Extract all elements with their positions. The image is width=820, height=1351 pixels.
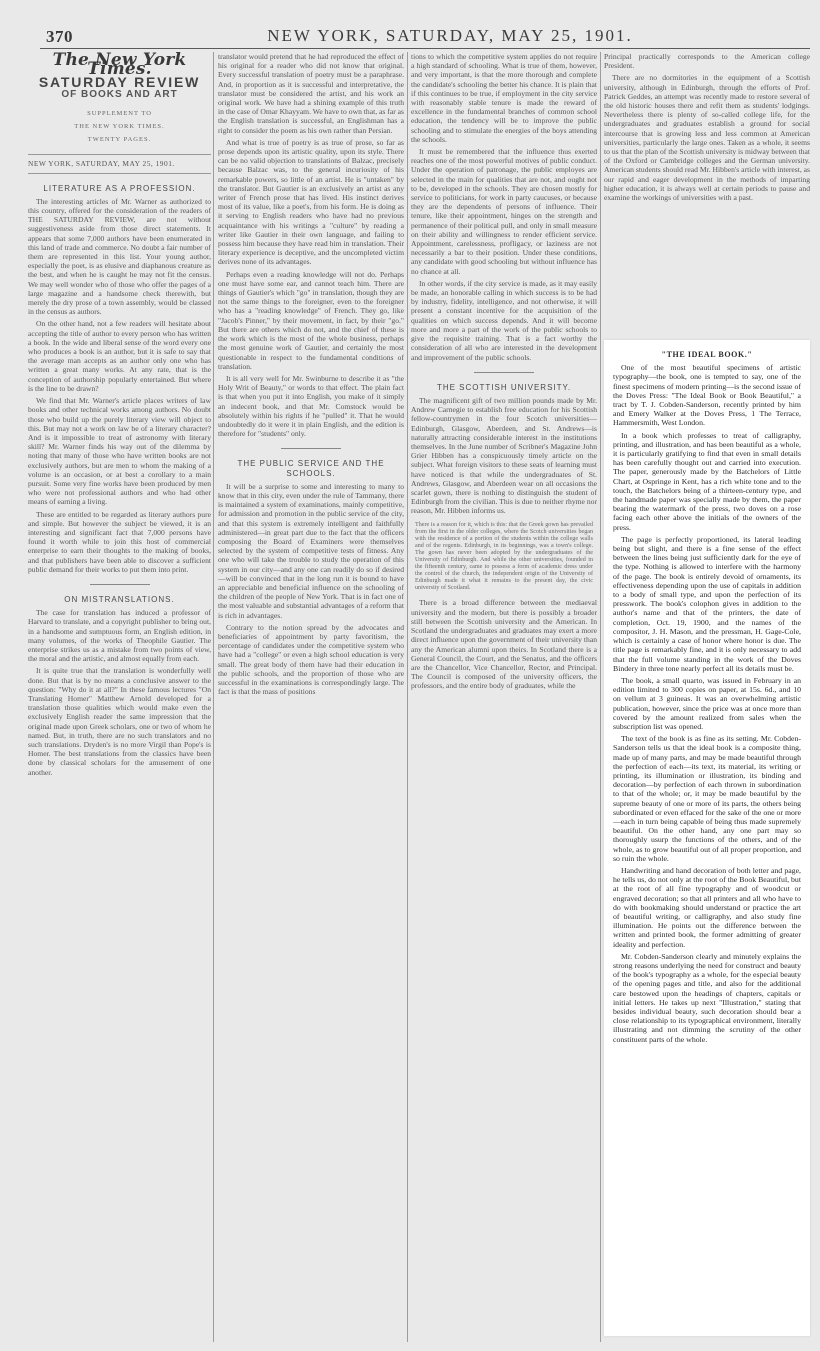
clipping-paragraph: One of the most beautiful specimens of artistic typography—the book, one is tempted to say, one of the finest specimens of modern printing—is the second issue of the Doves Press: "The Ideal Book or Book Beautiful," a tract by T. J. Cobden-Sanderson, recently printed by him and Emery Walker at the Doves Press, 1 The Terrace, Hammersmith, West London. [613, 363, 801, 428]
dateline: NEW YORK, SATURDAY, MAY 25, 1901. [28, 154, 211, 173]
article-paragraph: translator would pretend that he had reproduced the effect of his original for a reader who did not know that original. Every successful translation of poetry must be a paraphrase. And, in proportion as it is successful and interpretative, the translator must be considered the artist, and his work an original work. We have had a shining example of this truth in the case of Omar Khayyam. We have to own that, as far as the English translation is successful, an Englishman has a right to consider the poem as his own rather than Persian. [218, 52, 404, 135]
article-paragraph: Perhaps even a reading knowledge will not do. Perhaps one must have some ear, and cannot teach him. There are things of Gautier's which "go" in translation, though they are not the same things to the foreigner, even to the foreigner who has a "reading knowledge" of French. They go, like "Jacob's Pinner," by their movement, in fact, by their "go." But there are others which do not, and the chief of these is the work which is the most of the whole business, perhaps the most genuine work of Gautier, and certainly the most questionable in respect to the fundamental conditions of translation. [218, 269, 404, 371]
running-head: NEW YORK, SATURDAY, MAY 25, 1901. [267, 26, 633, 45]
clipping-paragraph: Handwriting and hand decoration of both letter and page, he tells us, do not only at the root of the Book Beautiful, but at the root of all fine typography and of woodcut or engraved decoration; so that all printers and all who have to do with bookmaking should understand or practice the art of beautiful writing, or calligraphy, and also study fine illumination. He points out the difference between the written and printed book, the former admitting of greater ideality and perfection. [613, 865, 801, 949]
masthead-pages: TWENTY PAGES. [87, 136, 152, 144]
column-rule [213, 52, 214, 1342]
page-header [40, 26, 810, 49]
article-paragraph: It must be remembered that the influence thus exerted reaches one of the most powerful motives of public conduct. Under the operation of patronage, the public employes are selected in the main for qualities that are not, and ought not to be, developed in the schools. They are chosen mostly for service to politicians, for work in party caucuses, or because they are the dependents of persons of influence. Their tenure, like their appointment, hinges on the strength and permanence of their political pull, and only in small measure on their ability and willingness to render efficient service. Appointment, carelessness, profligacy, or laziness are not necessarily a bar to their position. Under these conditions, any candidate with good schooling but without influence has no chance at all. [411, 147, 597, 276]
masthead-supplement: SUPPLEMENT TO [87, 109, 152, 117]
article-paragraph: These are entitled to be regarded as literary authors pure and simple. But however the subject be viewed, it is an interesting and significant fact that 7,000 persons have found it worth while to join this host of commercial enterprise to earn their thoughts to the making of books, and that publishers have been able to discover a sufficient public demand for their works to put them into print. [28, 509, 211, 574]
article-paragraph: Principal practically corresponds to the American college President. [604, 52, 810, 71]
clipping-paragraph: The book, a small quarto, was issued in February in an edition limited to 300 copies on paper, at 15s. 6d., and 10 on vellum at 3 guineas. It was an overwhelming artistic publication, however, since the price was at once more than covered by the amount realized from sales when the subscription list was opened. [613, 675, 801, 731]
article-paragraph: There are no dormitories in the equipment of a Scottish university, although in Edinburgh, through the efforts of Prof. Patrick Geddes, an attempt was recently made to restore several of the old historic houses there and refit them as students' lodgings. Nevertheless there is plenty of so-called college life, for the undergraduates and graduates establish a ground for social intercourse that is growing less and less common at American universities, particularly the large ones. Taken as a whole, it seems to us that the plan of the Scottish university is midway between that of the Oxford or Cambridge colleges and the German university. American students should read Mr. Hibben's article with interest, as our rapid and eager development in the methods of imparting higher education, it is always well at certain periods to pause and examine the workings of universities with a past. [604, 73, 810, 203]
article-paragraph: It will be a surprise to some and interesting to many to know that in this city, even under the rule of Tammany, there is maintained a system of examinations, mainly competitive, for admission and promotion in the public service of the city, and that this system is extremely intelligent and faithfully administered—in great part due to the fact that the officers composing the Board of Examiners were themselves selected by the system of competitive tests of fitness. Any one who will take the trouble to study the operation of this system in our city—and any one can readily do so if desired—will be convinced that in the long run it is bound to have an appreciable and beneficial influence on the schooling of the children of the people of New York. That is in fact one of the most valuable and substantial advantages of a reform that is rich in advantages. [218, 481, 404, 620]
section-divider [90, 584, 150, 585]
clipping-body [613, 350, 801, 1330]
clipping-paragraph: In a book which professes to treat of calligraphy, printing, and illustration, and has been beautiful as a whole, it is particularly gratifying to find that even in small details has been carefully thought out and carried into execution. The paper, generously made by the Batchelors of Little Chart, at Ospringe in Kent, has a rich white tone and to the touch, the Batchelors being of a thirteen-century type, and the handmade paper was specially made by them, the paper bearing the watermark of the press, two doves on a rose facing each other above the initials of the owners of the press. [613, 430, 801, 532]
clipping-paragraph: The page is perfectly proportioned, its lateral leading being but slight, and there is a fine sense of the effect between the lines being just sufficiently dark for the eye of the type. Nothing is allowed to interfere with the harmony of the page. The book is entirely devoid of ornaments, its effectiveness depending upon the use of capitals in addition to a body of small type, and upon the perfection of its presswork. The book's colophon gives in addition to the author's name and that of the printers, the date of completion, Oct. 19, 1900, and the names of the compositor, J. H. Mason, and the pressman, H. Gage-Cole, which is certainly a case of honor where honor is due. The title page is remarkably fine, and it is only necessary to add that the full volume standing in the work of the Doves Bindery in three tone nearly perfect all its details must be. [613, 534, 801, 673]
column-rule [407, 52, 408, 1342]
column-1 [28, 52, 211, 1342]
article-paragraph: We find that Mr. Warner's article places writers of law books and other technical works among authors. No doubt those who build up the purely literary view will object to this. But may not a work on law be of a literary character? And is it impossible to treat of astronomy with literary skill? Mr. Warner finds his way out of the dilemma by noting that many of those who have written books are not exclusively authors, but are men to whom the making of a volume is an occasion, or at best a corollary to a main pursuit. Some very fine works have been produced by men who were not professional authors and who had other means of earning a living. [28, 396, 211, 507]
masthead-subtitle-2: OF BOOKS AND ART [61, 88, 178, 100]
article-paragraph: Contrary to the notion spread by the advocates and beneficiaries of appointment by party favoritism, the percentage of candidates under the competitive system who have had a "college" or even a high school education is very small. The great body of them have had their education in the public schools, and the proportion of those who are successful in the examinations is correspondingly large. The fact is that the mass of positions [218, 622, 404, 697]
article-paragraph: There is a broad difference between the mediaeval university and the modern, but there is possibly a broader still between the Scottish university and the American. In Scotland the undergraduates and graduates may exert a more direct influence upon the government of their university than any the American alumni upon theirs. In Scotland there is a General Council, the Court, and the Senatus, and the officers are the Chancellor, Vice Chancellor, Rector, and Principal. The Council is composed of the university officers, the professors, and the entire body of graduates, while the [411, 598, 597, 691]
article-paragraph: On the other hand, not a few readers will hesitate about accepting the title of author to every person who has written a book. In the wide and liberal sense of the word every one who produces a book is an author, but it is safe to say that the average man accepts as an author only one who has written a great many works. At any rate, that is the conception of authorship popularly entertained. But where is the line to be drawn? [28, 319, 211, 393]
article-heading: ON MISTRANSLATIONS. [64, 594, 175, 604]
section-divider [474, 372, 534, 373]
article-paragraph: It is all very well for Mr. Swinburne to describe it as "the Holy Writ of Beauty," or words to that effect. The plain fact is that when you put it into English, you make of it simply an indecent book, and that Mr. Comstock would be absolutely within his rights if he "pulled" it. That he would undoubtedly do it were it in plain English, and the edition is therefore for "students" only. [218, 373, 404, 439]
masthead-title: The New York Times. [52, 52, 187, 80]
highlighted-clipping [604, 340, 810, 1336]
clipping-paragraph: Mr. Cobden-Sanderson clearly and minutely explains the strong reasons underlying the need for construct and beauty of the book's typography as a whole, for the especial beauty of the opening pages and title, and also for the additional care bestowed upon the headings of chapters, capitals or initial letters. He takes up next "Illustration," stating that besides individual beauty, such decoration should bear a close relationship to its typographical environment, literally illustrating and not dimming the scrutiny of the other constituent parts of the whole. [613, 951, 801, 1044]
column-rule [600, 52, 601, 1342]
article-paragraph: The case for translation has induced a professor of Harvard to translate, and a copyright publisher to bring out, in a handsome and sumptuous form, an English edition, in many volumes, of the works of Theophile Gautier. The enterprise strikes us as a mistake from two points of view, the moral and the artistic, and almost equally from each. [28, 608, 211, 664]
section-divider [281, 448, 341, 449]
clipping-heading: "THE IDEAL BOOK." [661, 350, 753, 359]
column-4 [604, 52, 810, 338]
small-print-quote: There is a reason for it, which is this: that the Greek gown has prevailed from the first in the older colleges, where the Scotch universities began with the residence of a portion of the students within the college walls and of the regents. Edinburgh, in its beginnings, was a town's college. The gown has never been adopted by the undergraduates of the University of Edinburgh. And while the other universities, founded in the fifteenth century, came to possess a form of academic dress under the control of the church, the independent origin of the University of Edinburgh made it what it remains to the present day, the civic university of Scotland. [415, 521, 593, 592]
article-paragraph: tions to which the competitive system applies do not require a high standard of schooling. What is true of them, however, and very important, is that the more thorough and complete the candidate's schooling the better his chance. It is plain that if this continues to be true, if employment in the city service with reasonably stable tenure is made the reward of excellence in the fundamental branches of common school education, the tendency will be to improve the public schooling and to stimulate the energies of the boys attending the schools. [411, 52, 597, 144]
page-number: 370 [46, 27, 73, 46]
article-paragraph: It is quite true that the translation is wonderfully well done. But that is by no means a conclusive answer to the question: "Why do it at all?" In these famous lectures "On Translating Homer" Matthew Arnold developed for a translation those qualities which would make even the exclusively English reader the same impression that the original made upon Greek scholars, one or two of whom he named. But, in truth, there are no such translators and no such translations. Dryden's is no more Virgil than Pope's is Homer. The best translations from the classics have been done by classical scholars for the amusement of one another. [28, 666, 211, 777]
article-paragraph: The magnificent gift of two million pounds made by Mr. Andrew Carnegie to establish free education for his Scottish fellow-countrymen in the four Scotch universities—Edinburgh, Glasgow, Aberdeen, and St. Andrews—is naturally attracting considerable interest in the institutions themselves. In the June number of Scribner's Magazine John Grier Hibben has a conspicuously timely article on the subject. What foreign visitors to these seats of learning must have noticed is that while the undergraduates of St. Andrews, Glasgow, and Aberdeen wear on all occasions the scarlet gown, there is nothing to distinguish the student of Edinburgh from the civilian. This is due to neither rhyme nor reason, Mr. Hibben informs us. [411, 395, 597, 516]
column-3 [411, 52, 597, 1342]
article-paragraph: In other words, if the city service is made, as it may easily be made, an honorable calling in which success is to be had by industry, fidelity, intelligence, and not otherwise, it will present a constant incentive for the acquisition of the qualities on which success depends. And it will become more and more a part of the work of the public schools to give the requisite training. That is a fact worthy the consideration of all who are interested in the development and improvement of the public schools. [411, 278, 597, 362]
article-paragraph: The interesting articles of Mr. Warner as authorized to this country, offered for the consideration of the readers of THE SATURDAY REVIEW, are not without suggestiveness aside from those direct statements. It appears that some 7,000 authors have been enumerated in this land of trade and commerce. No doubt a fair number of them are represented in this list. Your young author, especially the poet, is as elusive and diaphanous creature as the best, and when he is caught he may not fit the census. We may well wonder who of those who offer the pages of a large magazine and a handsome check therewith, but merely the dry prose of a town assembly, would be classed in the census as authors. [28, 196, 211, 317]
article-heading: THE PUBLIC SERVICE AND THE SCHOOLS. [237, 459, 385, 478]
masthead-subtitle: SATURDAY REVIEW [38, 74, 201, 91]
masthead-paper: THE NEW YORK TIMES. [74, 123, 165, 131]
article-heading: LITERATURE AS A PROFESSION. [43, 183, 196, 193]
article-paragraph: And what is true of poetry is as true of prose, so far as prose depends upon its artistic quality, upon its style. There can be no valid objection to translations of Balzac, precisely because Balzac was, to the general incuriosity of his remarkable powers, so little of an artist. He is "untaken" by the translator. But Gautier is an exclusively an artist as any writer of French prose that has lived. His instinct derives most of its value, like a poet's, from his form. He is doing as it serving to English readers who have had no previous acquaintance with his writings a "culture" by reading a writer like Gautier in their own language, and failing to possess him because they have read him in translation. Their literary experience is deceptive, and the uncompleted victim derives none of its advantages. [218, 137, 404, 267]
article-heading: THE SCOTTISH UNIVERSITY. [436, 382, 572, 392]
clipping-paragraph: The text of the book is as fine as its setting. Mr. Cobden-Sanderson tells us that the ideal book is a composite thing, made up of many parts, and may be made beautiful through the perfection of each—its text, its material, its writing or printing, its illumination or illustration, its binding and decoration—by perfection of each thrown in subordination to that of the whole; or, it may be made beautiful by the supreme beauty of one or more of its parts, the others being subordinated or even effaced for the sake of the one or more—each in turn being capable of being thus made supremely beautiful. On the other hand, any one part may so thoroughly usurp the functions of the others, and of the whole, as to grow beautiful out of all proper proportion, and so ruin the whole. [613, 734, 801, 863]
column-2 [218, 52, 404, 1342]
